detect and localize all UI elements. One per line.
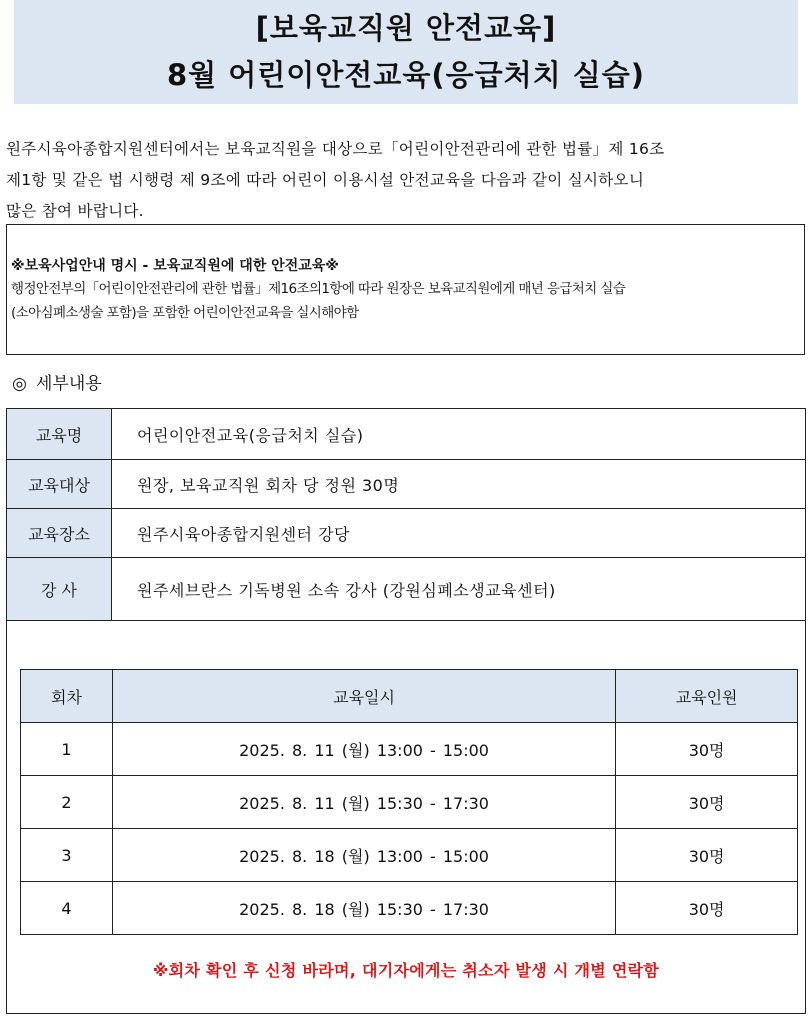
intro-line: 많은 참여 바랍니다. [6,202,144,220]
detail-row-instructor [7,558,805,621]
table-row [21,776,798,829]
round-cell: 1 [21,723,113,776]
capacity-cell: 30명 [616,882,798,935]
round-cell: 3 [21,829,113,882]
title-line-2: 8월 어린이안전교육(응급처치 실습) [166,58,646,92]
notice-line: (소아심폐소생술 포함)을 포함한 어린이안전교육을 실시해야함 [11,305,359,321]
column-header-capacity: 교육인원 [616,670,798,723]
detail-row-target [7,460,805,509]
schedule-table [20,669,798,935]
notice-box [6,224,805,355]
capacity-cell: 30명 [616,776,798,829]
detail-label: 강 사 [7,558,112,620]
title-line-1: [보육교직원 안전교육] [255,11,557,45]
detail-row-course [7,409,805,460]
datetime-cell: 2025. 8. 11 (월) 15:30 - 17:30 [112,776,615,829]
round-cell: 2 [21,776,113,829]
table-row [21,723,798,776]
details-table [6,408,806,1014]
detail-label: 교육명 [7,409,112,459]
section-heading [12,371,102,397]
detail-row-place [7,509,805,558]
detail-value: 원주시육아종합지원센터 강당 [137,524,351,544]
table-row [21,882,798,935]
title-banner [14,0,798,104]
schedule-header-row [21,670,798,723]
table-row [21,829,798,882]
section-title: 세부내용 [36,374,102,394]
notice-line: 행정안전부의「어린이안전관리에 관한 법률」제16조의1항에 따라 원장은 보육교직원에게 매년 응급처치 실습 [11,281,626,297]
notice-title: ※보육사업안내 명시 - 보육교직원에 대한 안전교육※ [11,258,339,274]
round-cell: 4 [21,882,113,935]
intro-line: 제1항 및 같은 법 시행령 제 9조에 따라 어린이 이용시설 안전교육을 다음과 같이 실시하오니 [6,171,645,189]
column-header-datetime: 교육일시 [112,670,615,723]
detail-label: 교육대상 [7,460,112,508]
detail-value: 원장, 보육교직원 회차 당 정원 30명 [137,475,400,495]
circle-bullet-icon: ◎ [12,374,27,394]
datetime-cell: 2025. 8. 18 (월) 15:30 - 17:30 [112,882,615,935]
capacity-cell: 30명 [616,723,798,776]
detail-value: 어린이안전교육(응급처치 실습) [137,425,364,445]
column-header-round: 회차 [21,670,113,723]
intro-paragraph [6,134,806,227]
footnote-warning: ※회차 확인 후 신청 바라며, 대기자에게는 취소자 발생 시 개별 연락함 [152,961,660,980]
detail-label: 교육장소 [7,509,112,557]
capacity-cell: 30명 [616,829,798,882]
detail-value: 원주세브란스 기독병원 소속 강사 (강원심폐소생교육센터) [137,580,556,600]
datetime-cell: 2025. 8. 11 (월) 13:00 - 15:00 [112,723,615,776]
intro-line: 원주시육아종합지원센터에서는 보육교직원을 대상으로「어린이안전관리에 관한 법률」제 16조 [6,140,665,158]
datetime-cell: 2025. 8. 18 (월) 13:00 - 15:00 [112,829,615,882]
